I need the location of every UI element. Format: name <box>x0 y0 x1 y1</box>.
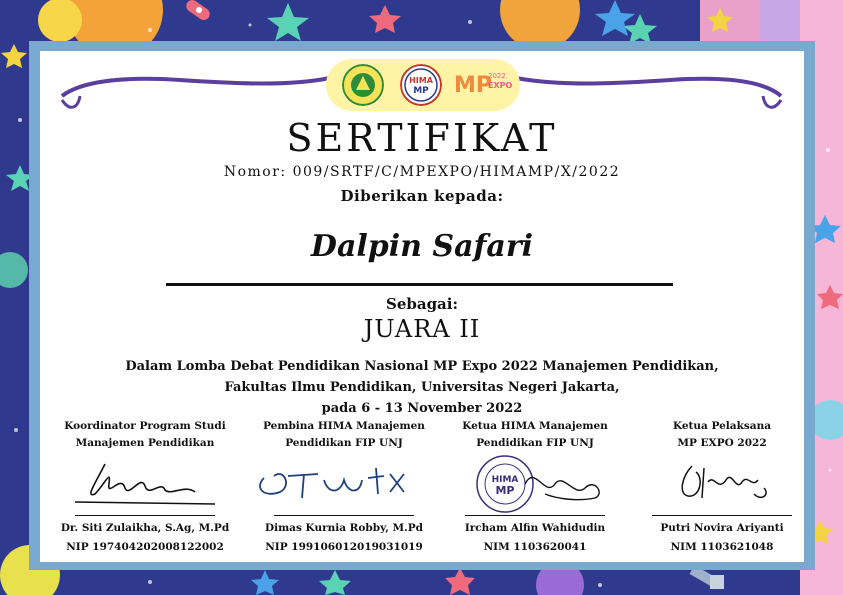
signatory-role-line: MP EXPO 2022 <box>677 437 767 449</box>
signatory-role-line: Pendidikan FIP UNJ <box>476 437 594 449</box>
signatory-role-line: Koordinator Program Studi <box>64 420 226 432</box>
signatory-id: NIP 199106012019031019 <box>265 541 423 553</box>
signatory-block-1 <box>45 418 245 553</box>
signatory-id: NIM 1103621048 <box>670 541 774 553</box>
university-logo <box>342 64 384 106</box>
name-underline <box>166 283 673 286</box>
expo-logo-text-2: EXPO <box>488 81 513 90</box>
signatory-role-line: Ketua Pelaksana <box>672 420 772 432</box>
signatory-name: Ircham Alfin Wahidudin <box>464 522 606 534</box>
signatory-name: Putri Novira Ariyanti <box>660 522 784 534</box>
stamp-and-signature <box>435 454 635 514</box>
certificate-number: Nomor: 009/SRTF/C/MPEXPO/HIMAMP/X/2022 <box>223 164 621 180</box>
event-description <box>40 356 804 419</box>
recipient-name: Dalpin Safari <box>310 229 534 264</box>
hima-logo-text-2: MP <box>413 86 429 96</box>
signature-image <box>244 454 444 514</box>
signature-line <box>75 515 215 516</box>
certificate-title: SERTIFIKAT <box>286 116 558 160</box>
signatory-name: Dimas Kurnia Robby, M.Pd <box>264 522 424 534</box>
award-rank: JUARA II <box>363 315 481 343</box>
signatory-block-2 <box>244 418 444 553</box>
hima-logo-text-1: HIMA <box>409 76 433 85</box>
svg-text:HIMA: HIMA <box>491 475 519 485</box>
signatory-role-line: Manajemen Pendidikan <box>75 437 215 449</box>
signature-image <box>622 454 822 514</box>
mp-expo-logo <box>452 64 514 106</box>
expo-logo-text-1: MP <box>454 73 493 98</box>
description-line-2: Fakultas Ilmu Pendidikan, Universitas Negeri Jakarta, <box>224 380 620 395</box>
signatory-id: NIP 197404202008122002 <box>66 541 224 553</box>
description-line-1: Dalam Lomba Debat Pendidikan Nasional MP Expo 2022 Manajemen Pendidikan, <box>125 359 719 374</box>
signature-image <box>45 454 245 514</box>
as-label: Sebagai: <box>385 295 459 313</box>
signature-line <box>465 515 605 516</box>
expo-logo-text-3: 2022 <box>488 72 506 80</box>
hima-mp-logo <box>400 64 442 106</box>
signature-line <box>274 515 414 516</box>
signatory-role-line: Pendidikan FIP UNJ <box>285 437 403 449</box>
signatory-role-line: Ketua HIMA Manajemen <box>462 420 608 432</box>
signatory-block-4 <box>622 418 822 553</box>
signatory-block-3 <box>435 418 635 553</box>
given-to-label: Diberikan kepada: <box>340 187 504 205</box>
svg-text:MP: MP <box>495 484 515 497</box>
signature-line <box>652 515 792 516</box>
signatory-role-line: Pembina HIMA Manajemen <box>263 420 425 432</box>
description-line-3: pada 6 - 13 November 2022 <box>321 401 523 416</box>
signatory-id: NIM 1103620041 <box>483 541 587 553</box>
signatory-name: Dr. Siti Zulaikha, S.Ag, M.Pd <box>60 522 230 534</box>
